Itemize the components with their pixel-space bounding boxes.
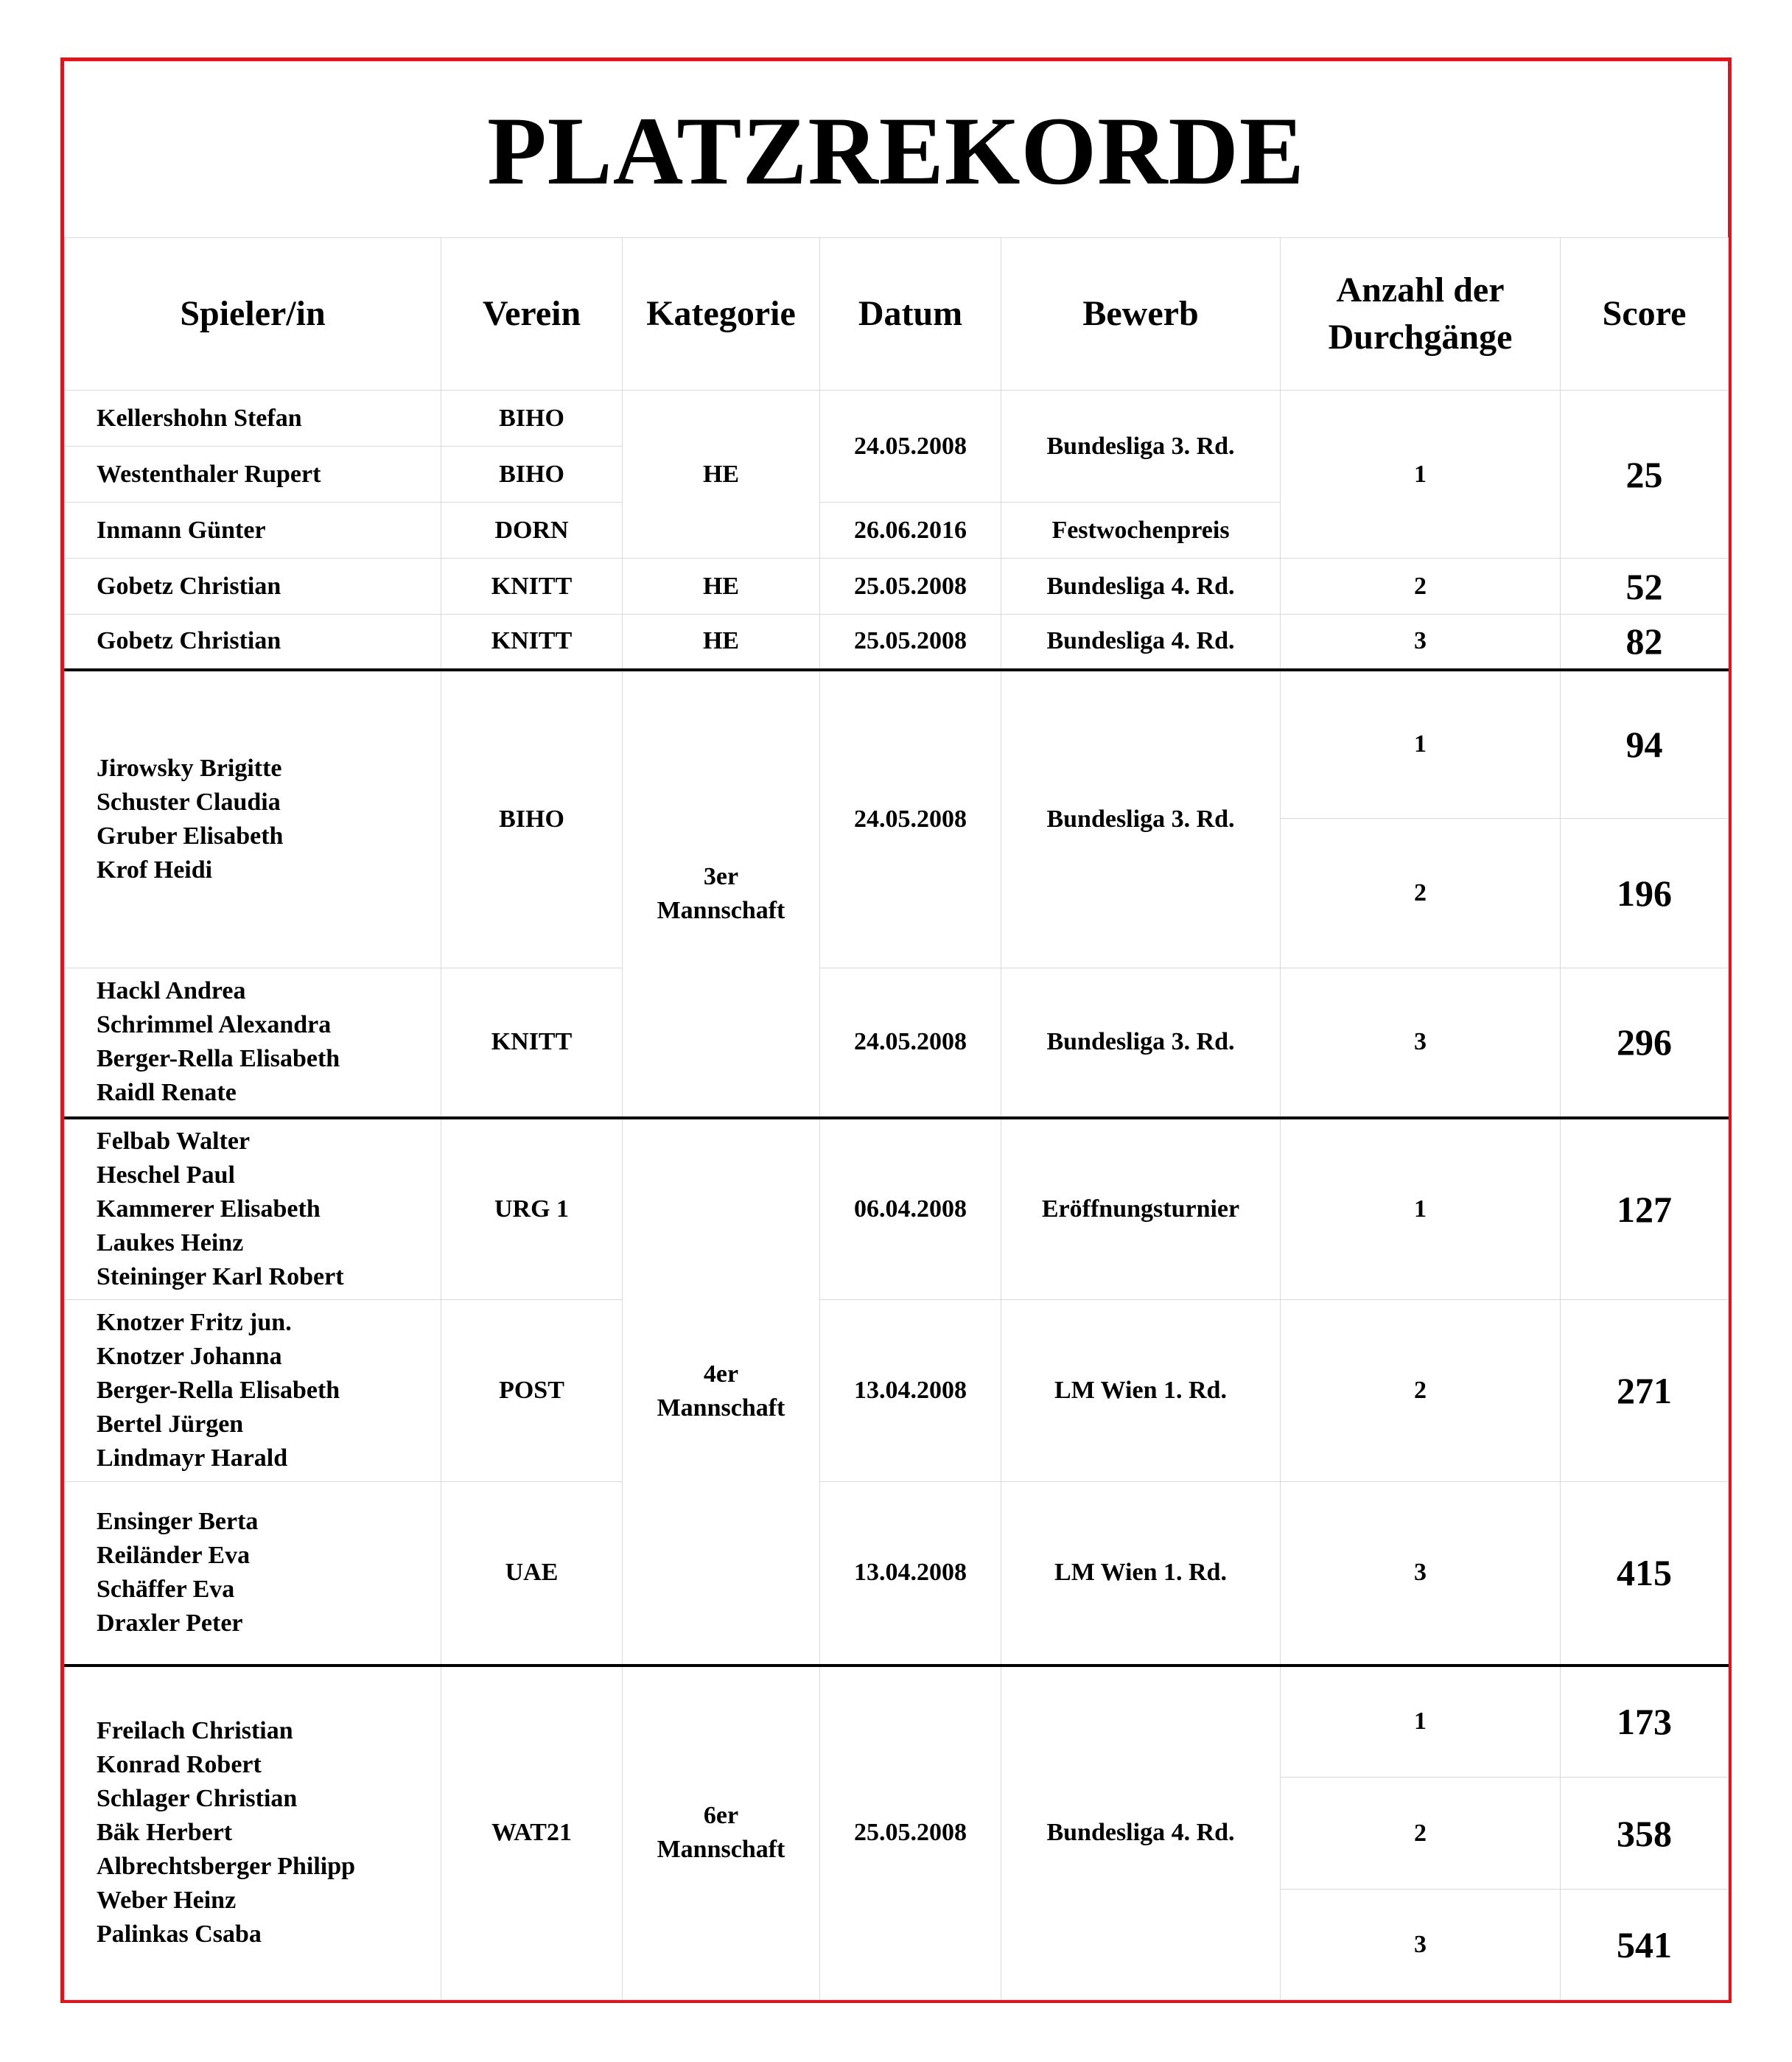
rounds-cell: 3	[1281, 615, 1561, 670]
category-line2: Mannschaft	[657, 896, 785, 924]
table-row	[65, 670, 1729, 819]
club-cell: WAT21	[441, 1666, 623, 2000]
category-line2: Mannschaft	[657, 1836, 785, 1864]
player-name: Steininger Karl Robert	[97, 1262, 344, 1290]
date-cell: 24.05.2008	[820, 391, 1001, 503]
category-cell: HE	[623, 559, 820, 615]
competition-cell: Bundesliga 3. Rd.	[1001, 968, 1281, 1118]
player-name: Ensinger Berta	[97, 1508, 259, 1536]
table-row	[65, 391, 1729, 447]
date-cell: 26.06.2016	[820, 503, 1001, 559]
player-name: Draxler Peter	[97, 1610, 243, 1638]
player-name: Weber Heinz	[97, 1887, 237, 1915]
competition-cell: LM Wien 1. Rd.	[1001, 1300, 1281, 1482]
player-name: Knotzer Fritz jun.	[97, 1309, 292, 1336]
team-players-cell	[65, 1482, 441, 1666]
competition-cell: Bundesliga 3. Rd.	[1001, 670, 1281, 968]
player-name: Gobetz Christian	[65, 559, 441, 615]
club-cell: URG 1	[441, 1118, 623, 1300]
rounds-cell: 2	[1281, 559, 1561, 615]
table-row	[65, 1118, 1729, 1300]
player-name: Krof Heidi	[97, 856, 213, 884]
rounds-cell: 2	[1281, 819, 1561, 968]
rounds-cell: 1	[1281, 1666, 1561, 1778]
player-name: Inmann Günter	[65, 503, 441, 559]
header-competition: Bewerb	[1001, 238, 1281, 391]
player-name: Schlager Christian	[97, 1785, 298, 1813]
date-cell: 25.05.2008	[820, 559, 1001, 615]
date-cell: 06.04.2008	[820, 1118, 1001, 1300]
player-name: Gobetz Christian	[65, 615, 441, 670]
table-row	[65, 1300, 1729, 1482]
rounds-cell: 2	[1281, 1300, 1561, 1482]
date-cell: 25.05.2008	[820, 615, 1001, 670]
player-name: Schuster Claudia	[97, 788, 281, 816]
team-players-cell	[65, 968, 441, 1118]
competition-cell: Bundesliga 3. Rd.	[1001, 391, 1281, 503]
player-name: Kammerer Elisabeth	[97, 1195, 321, 1223]
club-cell: BIHO	[441, 670, 623, 968]
player-name: Raidl Renate	[97, 1079, 237, 1107]
score-cell: 52	[1561, 559, 1729, 615]
score-cell: 94	[1561, 670, 1729, 819]
club-cell: KNITT	[441, 559, 623, 615]
records-table	[64, 237, 1729, 2000]
score-cell: 127	[1561, 1118, 1729, 1300]
date-cell: 25.05.2008	[820, 1666, 1001, 2000]
player-name: Felbab Walter	[97, 1127, 251, 1155]
competition-cell: Eröffnungsturnier	[1001, 1118, 1281, 1300]
team-players-cell	[65, 1666, 441, 2000]
table-row	[65, 559, 1729, 615]
table-row	[65, 1482, 1729, 1666]
player-name: Konrad Robert	[97, 1751, 262, 1779]
competition-cell: Bundesliga 4. Rd.	[1001, 1666, 1281, 2000]
category-line2: Mannschaft	[657, 1394, 785, 1422]
club-cell: DORN	[441, 503, 623, 559]
player-name: Jirowsky Brigitte	[97, 754, 282, 782]
player-name: Berger-Rella Elisabeth	[97, 1377, 340, 1404]
header-rounds	[1281, 238, 1561, 391]
score-cell: 196	[1561, 819, 1729, 968]
club-cell: KNITT	[441, 615, 623, 670]
date-cell: 13.04.2008	[820, 1482, 1001, 1666]
category-line1: 6er	[703, 1802, 739, 1830]
rounds-cell: 2	[1281, 1778, 1561, 1890]
competition-cell: Bundesliga 4. Rd.	[1001, 615, 1281, 670]
team-players-cell	[65, 1300, 441, 1482]
score-cell: 358	[1561, 1778, 1729, 1890]
club-cell: BIHO	[441, 391, 623, 447]
club-cell: UAE	[441, 1482, 623, 1666]
score-cell: 415	[1561, 1482, 1729, 1666]
score-cell: 82	[1561, 615, 1729, 670]
competition-cell: Bundesliga 4. Rd.	[1001, 559, 1281, 615]
player-name: Laukes Heinz	[97, 1229, 244, 1257]
club-cell: KNITT	[441, 968, 623, 1118]
player-name: Berger-Rella Elisabeth	[97, 1045, 340, 1073]
player-name: Freilach Christian	[97, 1717, 293, 1745]
player-name: Heschel Paul	[97, 1161, 235, 1189]
header-club: Verein	[441, 238, 623, 391]
player-name: Albrechtsberger Philipp	[97, 1853, 356, 1881]
header-rounds-line2: Durchgänge	[1328, 318, 1513, 357]
category-cell	[623, 1118, 820, 1666]
table-row	[65, 1666, 1729, 1778]
category-cell: HE	[623, 391, 820, 559]
player-name: Kellershohn Stefan	[65, 391, 441, 447]
header-row	[65, 238, 1729, 391]
table-row	[65, 615, 1729, 670]
date-cell: 24.05.2008	[820, 670, 1001, 968]
competition-cell: LM Wien 1. Rd.	[1001, 1482, 1281, 1666]
score-cell: 173	[1561, 1666, 1729, 1778]
score-cell: 296	[1561, 968, 1729, 1118]
team-players-cell	[65, 1118, 441, 1300]
competition-cell: Festwochenpreis	[1001, 503, 1281, 559]
header-score: Score	[1561, 238, 1729, 391]
header-rounds-line1: Anzahl der	[1336, 270, 1505, 310]
date-cell: 24.05.2008	[820, 968, 1001, 1118]
player-name: Bertel Jürgen	[97, 1411, 244, 1438]
club-cell: POST	[441, 1300, 623, 1482]
player-name: Gruber Elisabeth	[97, 822, 284, 850]
header-category: Kategorie	[623, 238, 820, 391]
category-cell	[623, 670, 820, 1118]
rounds-cell: 3	[1281, 1482, 1561, 1666]
page-title: PLATZREKORDE	[487, 97, 1305, 205]
rounds-cell: 1	[1281, 670, 1561, 819]
player-name: Schrimmel Alexandra	[97, 1011, 332, 1039]
player-name: Knotzer Johanna	[97, 1343, 282, 1370]
rounds-cell: 1	[1281, 391, 1561, 559]
header-date: Datum	[820, 238, 1001, 391]
score-cell: 271	[1561, 1300, 1729, 1482]
table-row	[65, 968, 1729, 1118]
player-name: Hackl Andrea	[97, 977, 246, 1005]
category-cell: HE	[623, 615, 820, 670]
header-player: Spieler/in	[65, 238, 441, 391]
team-players-cell	[65, 670, 441, 968]
category-line1: 3er	[703, 862, 739, 890]
rounds-cell: 3	[1281, 968, 1561, 1118]
player-name: Reiländer Eva	[97, 1542, 251, 1570]
score-cell: 25	[1561, 391, 1729, 559]
player-name: Westenthaler Rupert	[65, 447, 441, 503]
player-name: Schäffer Eva	[97, 1576, 235, 1604]
category-cell	[623, 1666, 820, 2000]
player-name: Palinkas Csaba	[97, 1921, 262, 1949]
rounds-cell: 1	[1281, 1118, 1561, 1300]
date-cell: 13.04.2008	[820, 1300, 1001, 1482]
player-name: Lindmayr Harald	[97, 1444, 288, 1472]
club-cell: BIHO	[441, 447, 623, 503]
category-line1: 4er	[703, 1360, 739, 1388]
rounds-cell: 3	[1281, 1890, 1561, 2000]
score-cell: 541	[1561, 1890, 1729, 2000]
player-name: Bäk Herbert	[97, 1819, 233, 1847]
